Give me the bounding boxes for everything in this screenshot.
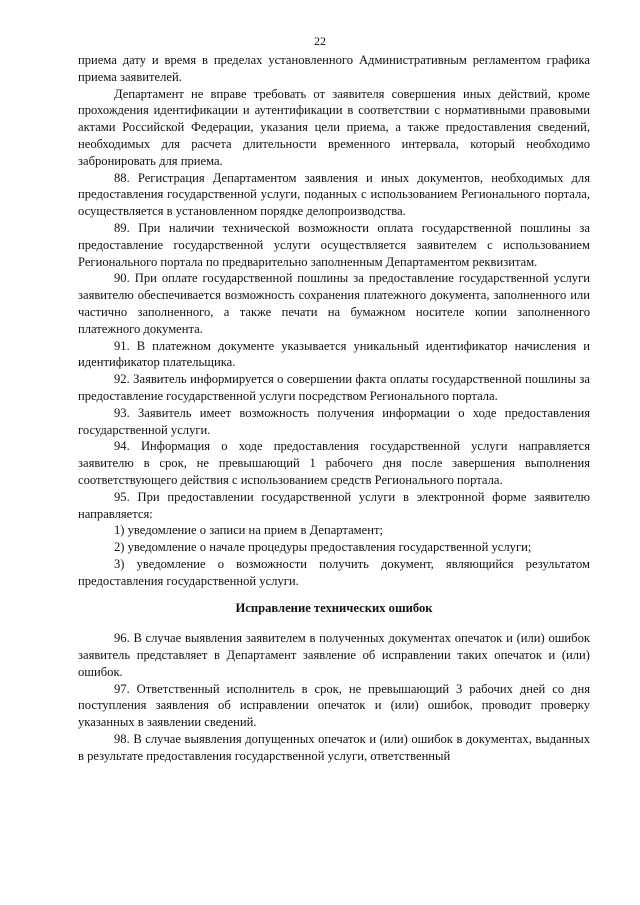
paragraph: Департамент не вправе требовать от заявителя совершения иных действий, кроме прохождения идентификации и аутентификации в соответствии с нормативными правовыми актами Российской Федерации, указания цели приема, а также предоставления сведений, необходимых для расчета длительности временного интервала, который необходимо забронировать для приема. (78, 86, 590, 168)
paragraph: 92. Заявитель информируется о совершении факта оплаты государственной пошлины за предоставление государственной услуги посредством Регионального портала. (78, 372, 590, 403)
paragraph: 90. При оплате государственной пошлины за предоставление государственной услуги заявителю обеспечивается возможность сохранения платежного документа, заполненного или частично заполненного, а также печати на бумажном носителе копии заполненного платежного документа. (78, 271, 590, 336)
paragraph: 93. Заявитель имеет возможность получения информации о ходе предоставления государственной услуги. (78, 405, 590, 437)
paragraph: 96. В случае выявления заявителем в полученных документах опечаток и (или) ошибок заявитель представляет в Департамент заявление об исправлении таких опечаток и (или) ошибок. (78, 631, 590, 679)
paragraph: 94. Информация о ходе предоставления государственной услуги направляется заявителю в срок, не превышающий 1 рабочего дня после завершения выполнения соответствующего действия с использованием средств Регионального портала. (78, 439, 590, 487)
paragraph: приема дату и время в пределах установленного Административным регламентом графика приема заявителей. (78, 53, 590, 84)
paragraph: 88. Регистрация Департаментом заявления и иных документов, необходимых для предоставления государственной услуги, поданных с использованием Регионального портала, осуществляется в установленном порядке делопроизводства. (78, 170, 590, 219)
section-title: Исправление технических ошибок (235, 600, 433, 615)
paragraphs-top (78, 52, 590, 590)
page-number: 22 (314, 34, 326, 48)
paragraph: 2) уведомление о начале процедуры предоставления государственной услуги; (114, 540, 532, 555)
paragraph: 98. В случае выявления допущенных опечаток и (или) ошибок в документах, выданных в результате предоставления государственной услуги, ответственный (78, 732, 590, 763)
paragraphs-bottom (78, 630, 590, 764)
document-body (78, 52, 590, 765)
paragraph: 89. При наличии технической возможности оплата государственной пошлины за предоставление государственной услуги осуществляется заявителем с использованием Регионального портала по предварительно заполненным Департаментом реквизитам. (78, 220, 590, 269)
paragraph: 91. В платежном документе указывается уникальный идентификатор начисления и идентификатор плательщика. (78, 338, 590, 370)
paragraph: 3) уведомление о возможности получить документ, являющийся результатом предоставления государственной услуги. (78, 556, 590, 588)
paragraph: 1) уведомление о записи на прием в Департамент; (114, 523, 383, 538)
paragraph: 97. Ответственный исполнитель в срок, не превышающий 3 рабочих дней со дня поступления заявления об исправлении опечаток и (или) ошибок, проводит проверку указанных в заявлении сведений. (78, 681, 590, 730)
paragraph: 95. При предоставлении государственной услуги в электронной форме заявителю направляется: (78, 489, 590, 521)
